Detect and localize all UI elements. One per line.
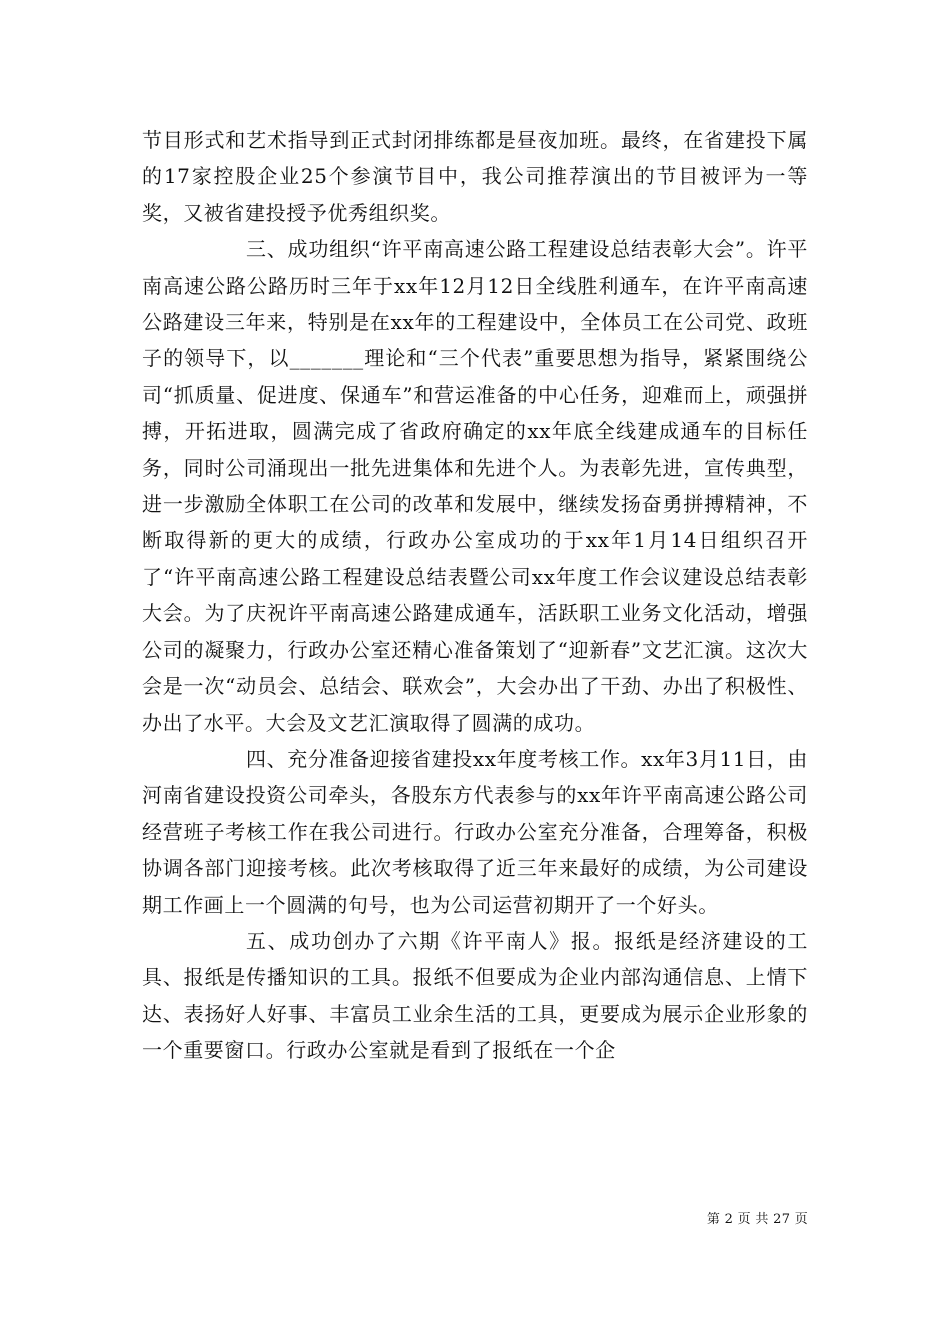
page-number: 第 2 页 共 27 页	[706, 1212, 808, 1227]
paragraph-section-five: 五、成功创办了六期《许平南人》报。报纸是经济建设的工具、报纸是传播知识的工具。报纸不但要成为企业内部沟通信息、上情下达、表扬好人好事、丰富员工业余生活的工具，更要成为展示企业形象的一个重要窗口。行政办公室就是看到了报纸在一个企	[142, 928, 808, 1063]
paragraph-continuation: 节目形式和艺术指导到正式封闭排练都是昼夜加班。最终，在省建投下属的17家控股企业25个参演节目中，我公司推荐演出的节目被评为一等奖，又被省建投授予优秀组织奖。	[142, 128, 808, 225]
document-body	[142, 122, 808, 1069]
paragraph-section-three: 三、成功组织“许平南高速公路工程建设总结表彰大会”。许平南高速公路公路历时三年于xx年12月12日全线胜利通车，在许平南高速公路建设三年来，特别是在xx年的工程建设中，全体员工在公司党、政班子的领导下，以_______理论和“三个代表”重要思想为指导，紧紧围绕公司“抓质量、促进度、保通车”和营运准备的中心任务，迎难而上，顽强拼搏，开拓进取，圆满完成了省政府确定的xx年底全线建成通车的目标任务，同时公司涌现出一批先进集体和先进个人。为表彰先进，宣传典型，进一步激励全体职工在公司的改革和发展中，继续发扬奋勇拼搏精神，不断取得新的更大的成绩，行政办公室成功的于xx年1月14日组织召开了“许平南高速公路工程建设总结表暨公司xx年度工作会议建设总结表彰大会。为了庆祝许平南高速公路建成通车，活跃职工业务文化活动，增强公司的凝聚力，行政办公室还精心准备策划了“迎新春”文艺汇演。这次大会是一次“动员会、总结会、联欢会”，大会办出了干劲、办出了积极性、办出了水平。大会及文艺汇演取得了圆满的成功。	[142, 237, 808, 735]
paragraph-section-four: 四、充分准备迎接省建投xx年度考核工作。xx年3月11日，由河南省建设投资公司牵头，各股东方代表参与的xx年许平南高速公路公司经营班子考核工作在我公司进行。行政办公室充分准备，合理筹备，积极协调各部门迎接考核。此次考核取得了近三年来最好的成绩，为公司建设期工作画上一个圆满的句号，也为公司运营初期开了一个好头。	[142, 746, 808, 917]
